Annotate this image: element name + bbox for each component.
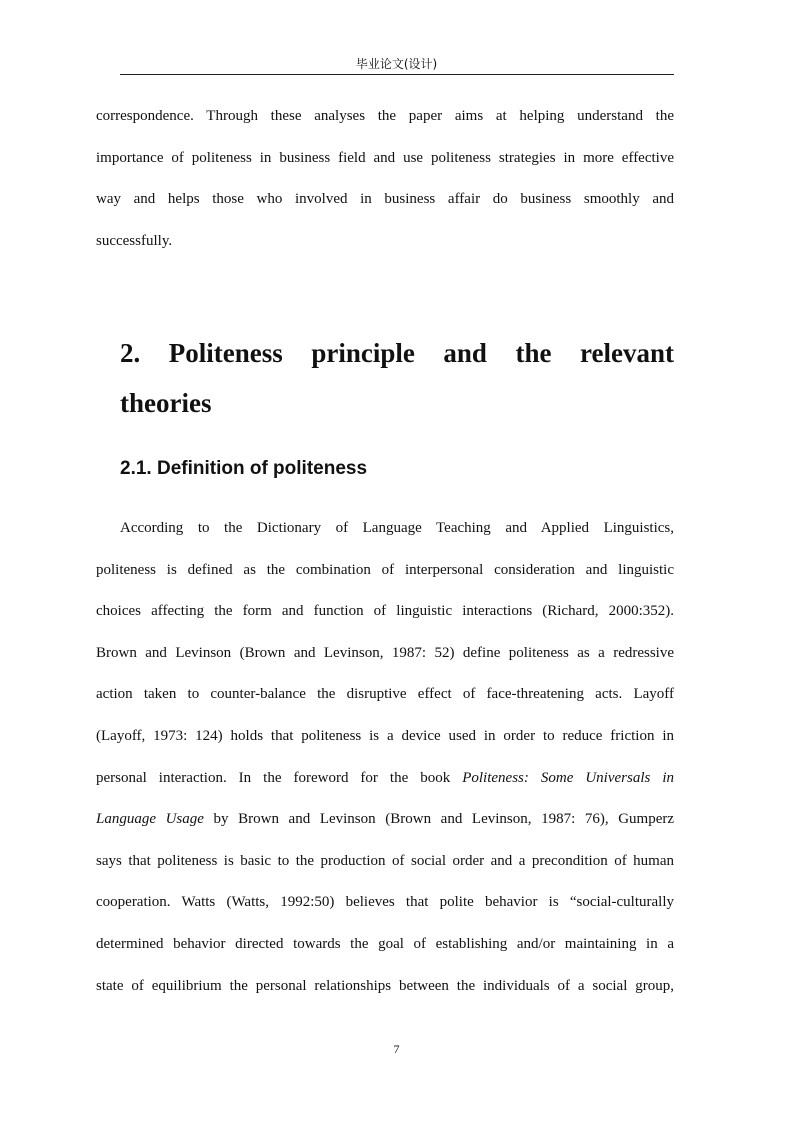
paragraph-line: choices affecting the form and function of linguistic interactions (Richard, 2000:352). [96,603,674,620]
paragraph-line: successfully. [96,232,173,249]
chapter-heading-line: 2. Politeness principle and the relevant [120,338,674,368]
page-header-title: 毕业论文(设计) [355,57,438,71]
paragraph-line [96,799,674,841]
header-divider [120,74,674,75]
paragraph-line: correspondence. Through these analyses the paper aims at helping understand the [96,108,674,124]
line-text: personal interaction. In the foreword for the book [96,769,463,786]
paragraph-line: cooperation. Watts (Watts, 1992:50) believes that polite behavior is “social-culturally [96,894,674,911]
paragraph-line: says that politeness is basic to the production of social order and a precondition of human [96,852,674,869]
line-text: by Brown and Levinson (Brown and Levinson, 1987: 76), Gumperz [203,811,675,828]
paragraph-line: way and helps those who involved in business affair do business smoothly and [96,191,674,208]
page-number: 7 [393,1042,400,1056]
chapter-heading-line: theories [120,388,212,418]
definition-paragraph [96,508,674,1007]
book-title-italic: Politeness: Some Universals in [462,769,674,786]
chapter-heading [120,328,674,428]
paragraph-line: Brown and Levinson (Brown and Levinson, 1987: 52) define politeness as a redressive [96,644,674,661]
paragraph-line: According to the Dictionary of Language Teaching and Applied Linguistics, [120,520,674,536]
paragraph-line: (Layoff, 1973: 124) holds that politeness is a device used in order to reduce friction in [96,727,674,744]
paragraph-line: importance of politeness in business field and use politeness strategies in more effective [96,149,674,166]
paragraph-line: determined behavior directed towards the goal of establishing and/or maintaining in a [96,935,674,952]
section-heading: 2.1. Definition of politeness [120,458,368,479]
paragraph-line: politeness is defined as the combination of interpersonal consideration and linguistic [96,561,674,578]
paragraph-line: state of equilibrium the personal relationships between the individuals of a social group, [96,977,674,994]
book-title-italic: Language Usage [96,811,204,828]
paragraph-line: action taken to counter-balance the disruptive effect of face-threatening acts. Layoff [96,686,674,703]
paragraph-line [96,758,674,800]
intro-paragraph [96,96,674,262]
